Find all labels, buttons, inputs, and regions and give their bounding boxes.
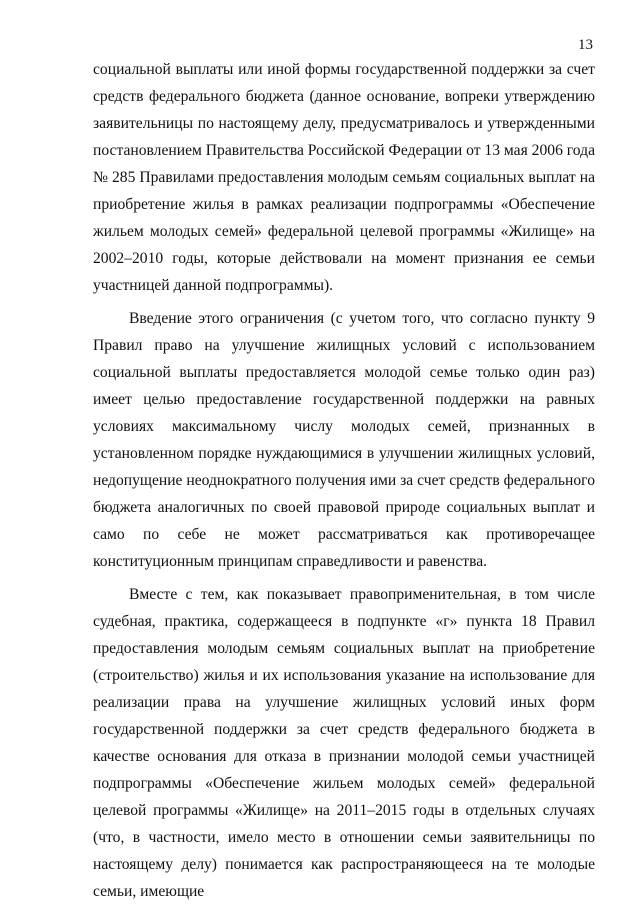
document-body <box>93 56 595 905</box>
paragraph-practice: Вместе с тем, как показывает правоприменительная, в том числе судебная, практика, содержащееся в подпункте «г» пункта 18 Правил предоставления молодым семьям социальных выплат на приобретение (строительство) жилья и их использования указание на использование для реализации права на улучшение жилищных условий иных форм государственной поддержки за счет средств федерального бюджета в качестве основания для отказа в признании молодой семьи участницей подпрограммы «Обеспечение жильем молодых семей» федеральной целевой программы «Жилище» на 2011–2015 годы в отдельных случаях (что, в частности, имело место в отношении семьи заявительницы по настоящему делу) понимается как распространяющееся на те молодые семьи, имеющие <box>93 586 595 900</box>
page-number: 13 <box>578 37 593 53</box>
paragraph-restriction: Введение этого ограничения (с учетом того, что согласно пункту 9 Правил право на улучшение жилищных условий с использованием социальной выплаты предоставляется молодой семье только один раз) имеет целью предоставление государственной поддержки на равных условиях максимальному числу молодых семей, признанных в установленном порядке нуждающимися в улучшении жилищных условий, недопущение неоднократного получения ими за счет средств федерального бюджета аналогичных по своей правовой природе социальных выплат и само по себе не может рассматриваться как противоречащее конституционным принципам справедливости и равенства. <box>93 310 595 570</box>
paragraph-continuation: социальной выплаты или иной формы государственной поддержки за счет средств федерального бюджета (данное основание, вопреки утверждению заявительницы по настоящему делу, предусматривалось и утвержденными постановлением Правительства Российской Федерации от 13 мая 2006 года № 285 Правилами предоставления молодым семьям социальных выплат на приобретение жилья в рамках реализации подпрограммы «Обеспечение жильем молодых семей» федеральной целевой программы «Жилище» на 2002–2010 годы, которые действовали на момент признания ее семьи участницей данной подпрограммы). <box>93 61 595 294</box>
